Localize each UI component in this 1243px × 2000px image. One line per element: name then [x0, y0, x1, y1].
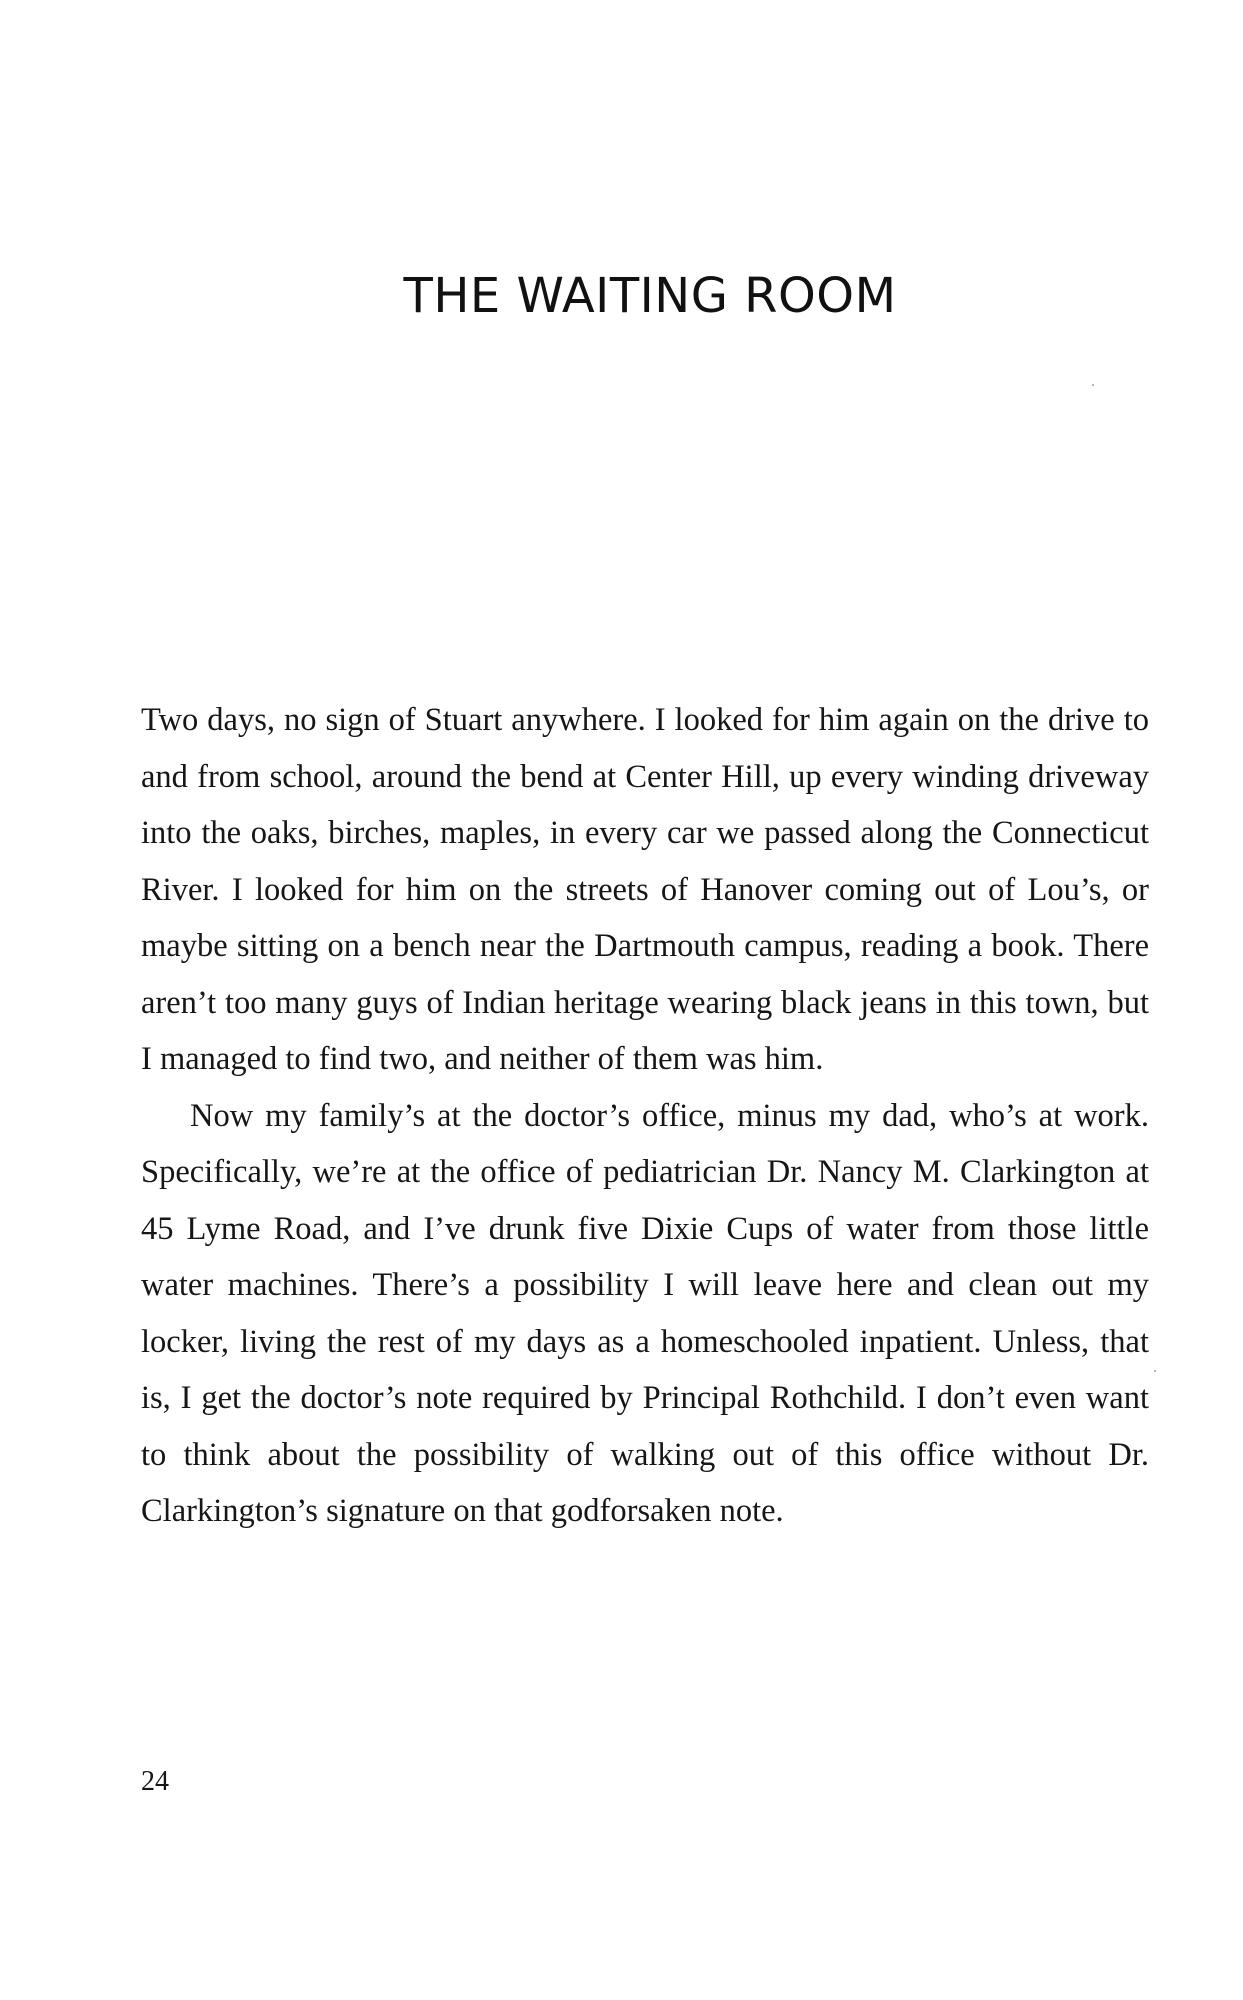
- paragraph-1: Two days, no sign of Stuart anywhere. I looked for him again on the drive to and from school, around the bend at Center Hill, up every winding driveway into the oaks, birches, maples, in every car we passed along the Connecticut River. I looked for him on the streets of Hanover coming out of Lou’s, or maybe sitting on a bench near the Dartmouth campus, reading a book. There aren’t too many guys of Indian heritage wearing black jeans in this town, but I managed to find two, and neither of them was him.: [141, 702, 1149, 1077]
- paragraph-2: Now my family’s at the doctor’s office, minus my dad, who’s at work. Specifically, we’re at the office of pediatrician Dr. Nancy M. Clarkington at 45 Lyme Road, and I’ve drunk five Dixie Cups of water from those little water machines. There’s a possibility I will leave here and clean out my locker, living the rest of my days as a homeschooled inpatient. Unless, that is, I get the doctor’s note required by Principal Rothchild. I don’t even want to think about the possibility of walking out of this office without Dr. Clarkington’s signature on that godforsaken note.: [141, 1097, 1149, 1529]
- page-number: 24: [141, 1766, 169, 1797]
- scan-speck: [1092, 384, 1094, 386]
- body-text: [141, 692, 1149, 1540]
- scan-speck: [1154, 1370, 1156, 1372]
- chapter-title: THE WAITING ROOM: [403, 268, 897, 324]
